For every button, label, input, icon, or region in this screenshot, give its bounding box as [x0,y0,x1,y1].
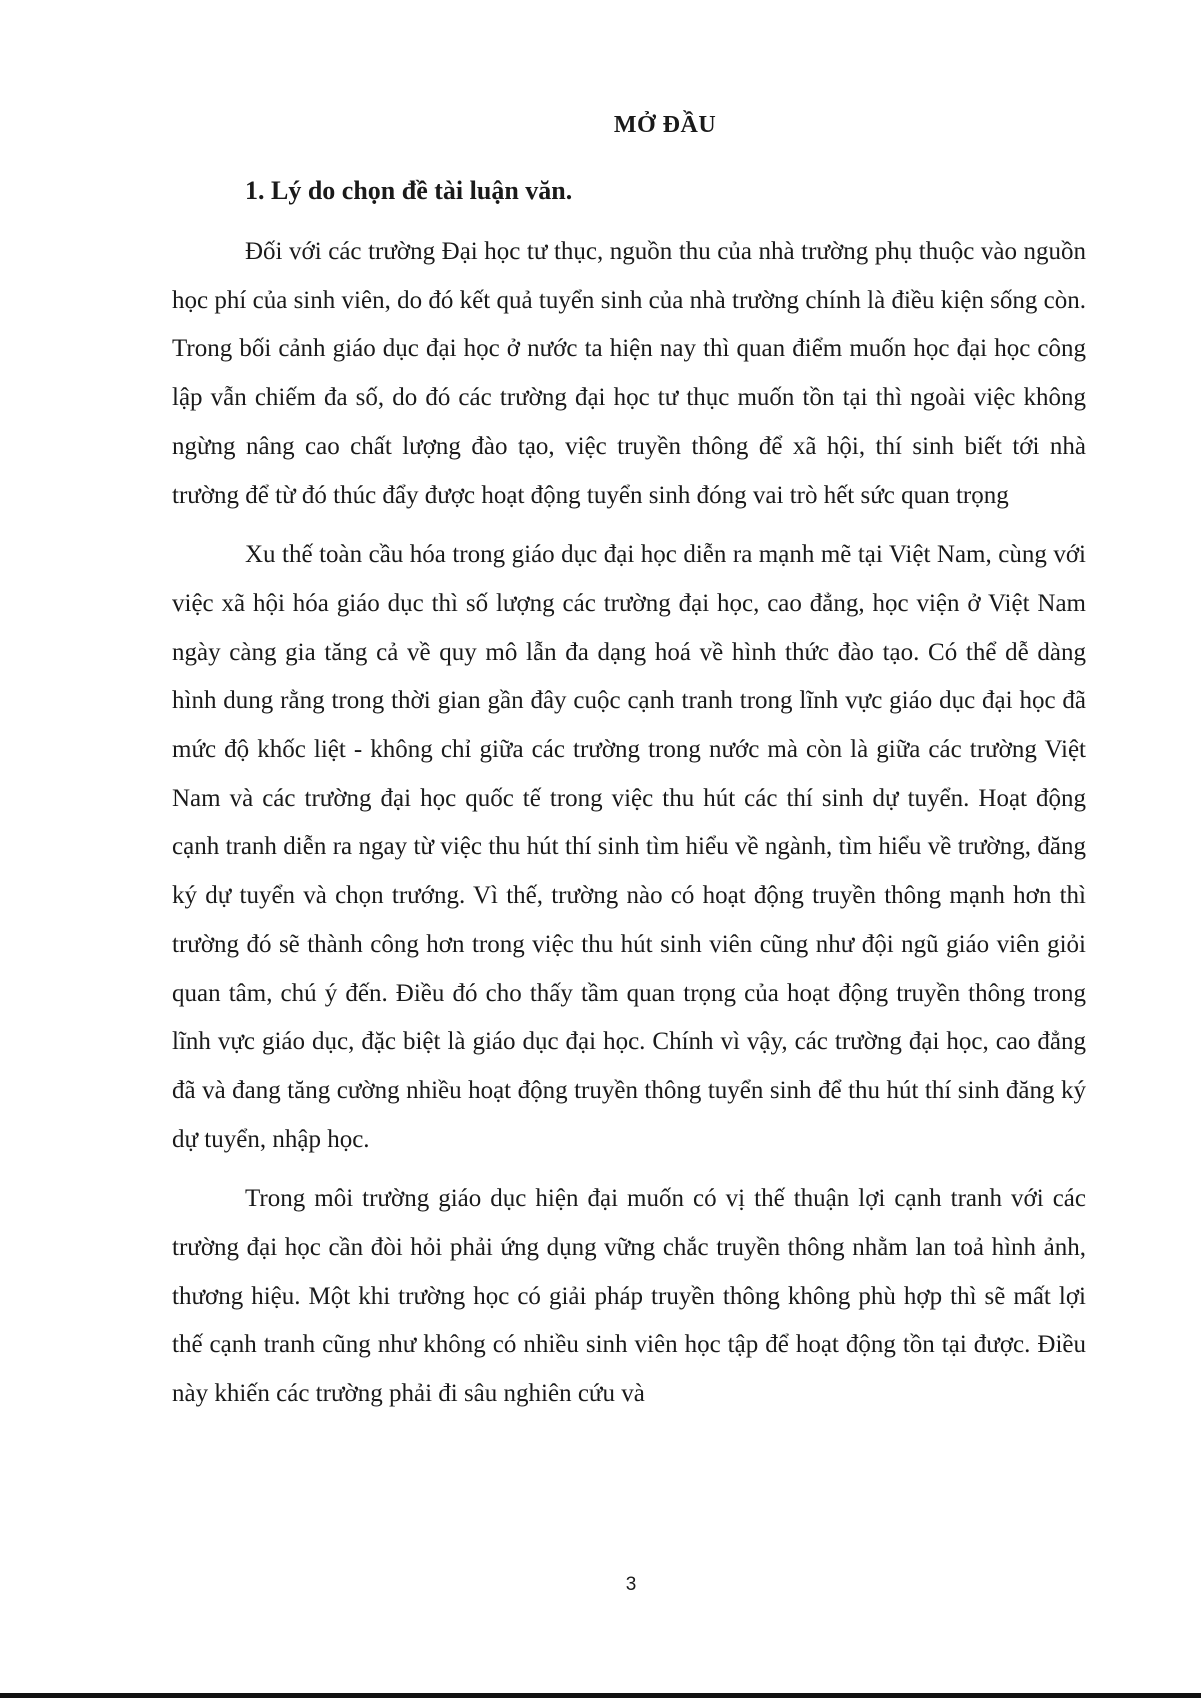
section-title: 1. Lý do chọn đề tài luận văn. [245,176,573,205]
paragraph: Trong môi trường giáo dục hiện đại muốn có vị thế thuận lợi cạnh tranh với các trường đại học cần đòi hỏi phải ứng dụng vững chắc truyền thông nhằm lan toả hình ảnh, thương hiệu. Một khi trường học có giải pháp truyền thông không phù hợp thì sẽ mất lợi thế cạnh tranh cũng như không có nhiều sinh viên học tập để hoạt động tồn tại được. Điều này khiến các trường phải đi sâu nghiên cứu và [172,1185,1086,1408]
paragraph: Xu thế toàn cầu hóa trong giáo dục đại học diễn ra mạnh mẽ tại Việt Nam, cùng với việc xã hội hóa giáo dục thì số lượng các trường đại học, cao đẳng, học viện ở Việt Nam ngày càng gia tăng cả về quy mô lẫn đa dạng hoá về hình thức đào tạo. Có thể dễ dàng hình dung rằng trong thời gian gần đây cuộc cạnh tranh trong lĩnh vực giáo dục đại học đã mức độ khốc liệt - không chỉ giữa các trường trong nước mà còn là giữa các trường Việt Nam và các trường đại học quốc tế trong việc thu hút các thí sinh dự tuyển. Hoạt động cạnh tranh diễn ra ngay từ việc thu hút thí sinh tìm hiểu về ngành, tìm hiểu về trường, đăng ký dự tuyển và chọn trướng. Vì thế, trường nào có hoạt động truyền thông mạnh hơn thì trường đó sẽ thành công hơn trong việc thu hút sinh viên cũng như đội ngũ giáo viên giỏi quan tâm, chú ý đến. Điều đó cho thấy tầm quan trọng của hoạt động truyền thông trong lĩnh vực giáo dục, đặc biệt là giáo dục đại học. Chính vì vậy, các trường đại học, cao đẳng đã và đang tăng cường nhiều hoạt động truyền thông tuyển sinh để thu hút thí sinh đăng ký dự tuyển, nhập học. [172,541,1086,1153]
bottom-edge-bar [0,1693,1201,1698]
page-number: 3 [625,1574,637,1595]
page-heading: MỞ ĐẦU [613,112,717,138]
paragraph: Đối với các trường Đại học tư thục, nguồn thu của nhà trường phụ thuộc vào nguồn học phí của sinh viên, do đó kết quả tuyển sinh của nhà trường chính là điều kiện sống còn. Trong bối cảnh giáo dục đại học ở nước ta hiện nay thì quan điểm muốn học đại học công lập vẫn chiếm đa số, do đó các trường đại học tư thục muốn tồn tại thì ngoài việc không ngừng nâng cao chất lượng đào tạo, việc truyền thông để xã hội, thí sinh biết tới nhà trường để từ đó thúc đẩy được hoạt động tuyển sinh đóng vai trò hết sức quan trọng [172,238,1086,509]
body-text [172,228,1086,1430]
